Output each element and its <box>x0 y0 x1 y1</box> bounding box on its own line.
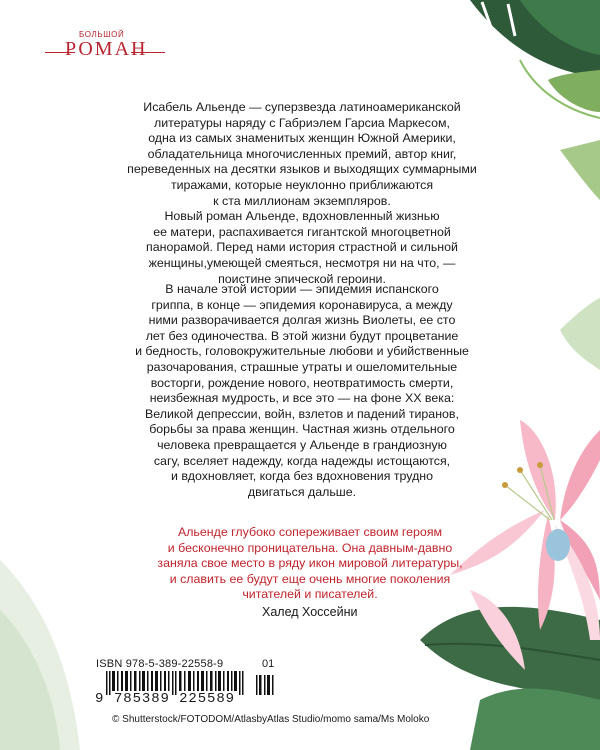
text-line: переведенных на десятки языков и выходящих суммарными <box>127 162 477 177</box>
text-line: человека превращается у Альенде в грандиозную <box>157 437 447 452</box>
text-line: тиражами, которые неуклонно приближаются <box>170 177 434 192</box>
text-line: ними разворачивается долгая жизнь Виолеты, ее сто <box>148 313 456 328</box>
text-line: и вдохновляет, когда без вдохновения трудно <box>170 469 434 484</box>
text-line: восторги, рождение нового, неотвратимость смерти, <box>150 375 454 390</box>
image-credits: © Shutterstock/FOTODOM/AtlasbyAtlas Studio/momo sama/Ms Moloko <box>112 714 430 725</box>
text-line: двигаться дальше. <box>247 484 357 499</box>
text-line: лет без одиночества. В этой жизни будут процветание <box>145 328 459 343</box>
text-line: одна из самых знаменитых женщин Южной Америки, <box>148 131 456 146</box>
text-line: и бедность, головокружительные любови и убийственные <box>135 344 469 359</box>
text-line: женщины,умеющей смеяться, несмотря ни на что, — <box>148 255 456 270</box>
isbn-label: ISBN 978-5-389-22558-9 <box>96 658 224 670</box>
quote-line: и бесконечно проницательна. Она давным-давно <box>167 540 453 555</box>
text-line: к ста миллионам экземпляров. <box>213 193 391 208</box>
text-line: обладательница многочисленных премий, автор книг, <box>147 146 457 161</box>
text-line: Исабель Альенде — суперзвезда латиноамериканской <box>143 100 461 114</box>
text-line: Новый роман Альенде, вдохновленный жизнью <box>164 209 440 224</box>
text-line: гриппа, в конце — эпидемия коронавируса, а между <box>151 297 453 312</box>
annotation-block <box>112 100 492 287</box>
text-line: литературы наряду с Габриэлем Гарсиа Маркесом, <box>154 115 450 130</box>
text-line: панорамой. Перед нами история страстной и сильной <box>146 240 458 255</box>
series-logo-big: РОМАН <box>65 38 148 60</box>
review-quote <box>130 525 490 603</box>
text-line: ее матери, распахивается гигантской многоцветной <box>153 224 451 239</box>
quote-line: и славить ее будут еще очень многие поколения <box>169 571 451 586</box>
quote-author: Халед Хоссейни <box>262 605 358 619</box>
text-line: борьбы за права женщин. Частная жизнь отдельного <box>149 422 455 437</box>
series-logo <box>45 28 165 68</box>
text-line: разочарования, страшные утраты и ошеломительные <box>146 359 458 374</box>
barcode-digits: 785389 225589 <box>114 691 235 707</box>
barcode-first-digit: 9 <box>95 691 104 707</box>
quote-line: заняла свое место в ряду икон мировой литературы, <box>157 556 463 571</box>
isbn-addon: 01 <box>262 658 275 670</box>
quote-line: Альенде глубоко сопереживает своим героям <box>177 525 443 539</box>
series-logo-small: БОЛЬШОЙ <box>79 30 125 39</box>
synopsis-block <box>112 282 492 500</box>
text-line: поистине эпической героини. <box>218 271 386 286</box>
text-line: В начале этой истории — эпидемия испанского <box>165 282 439 296</box>
quote-line: читателей и писателей. <box>242 587 378 602</box>
text-line: неизбежная мудрость, и все это — на фоне XX века: <box>149 391 455 406</box>
text-line: Великой депрессии, войн, взлетов и падений тиранов, <box>145 406 459 421</box>
text-line: сагу, вселяет надежду, когда надежды истощаются, <box>153 453 451 468</box>
